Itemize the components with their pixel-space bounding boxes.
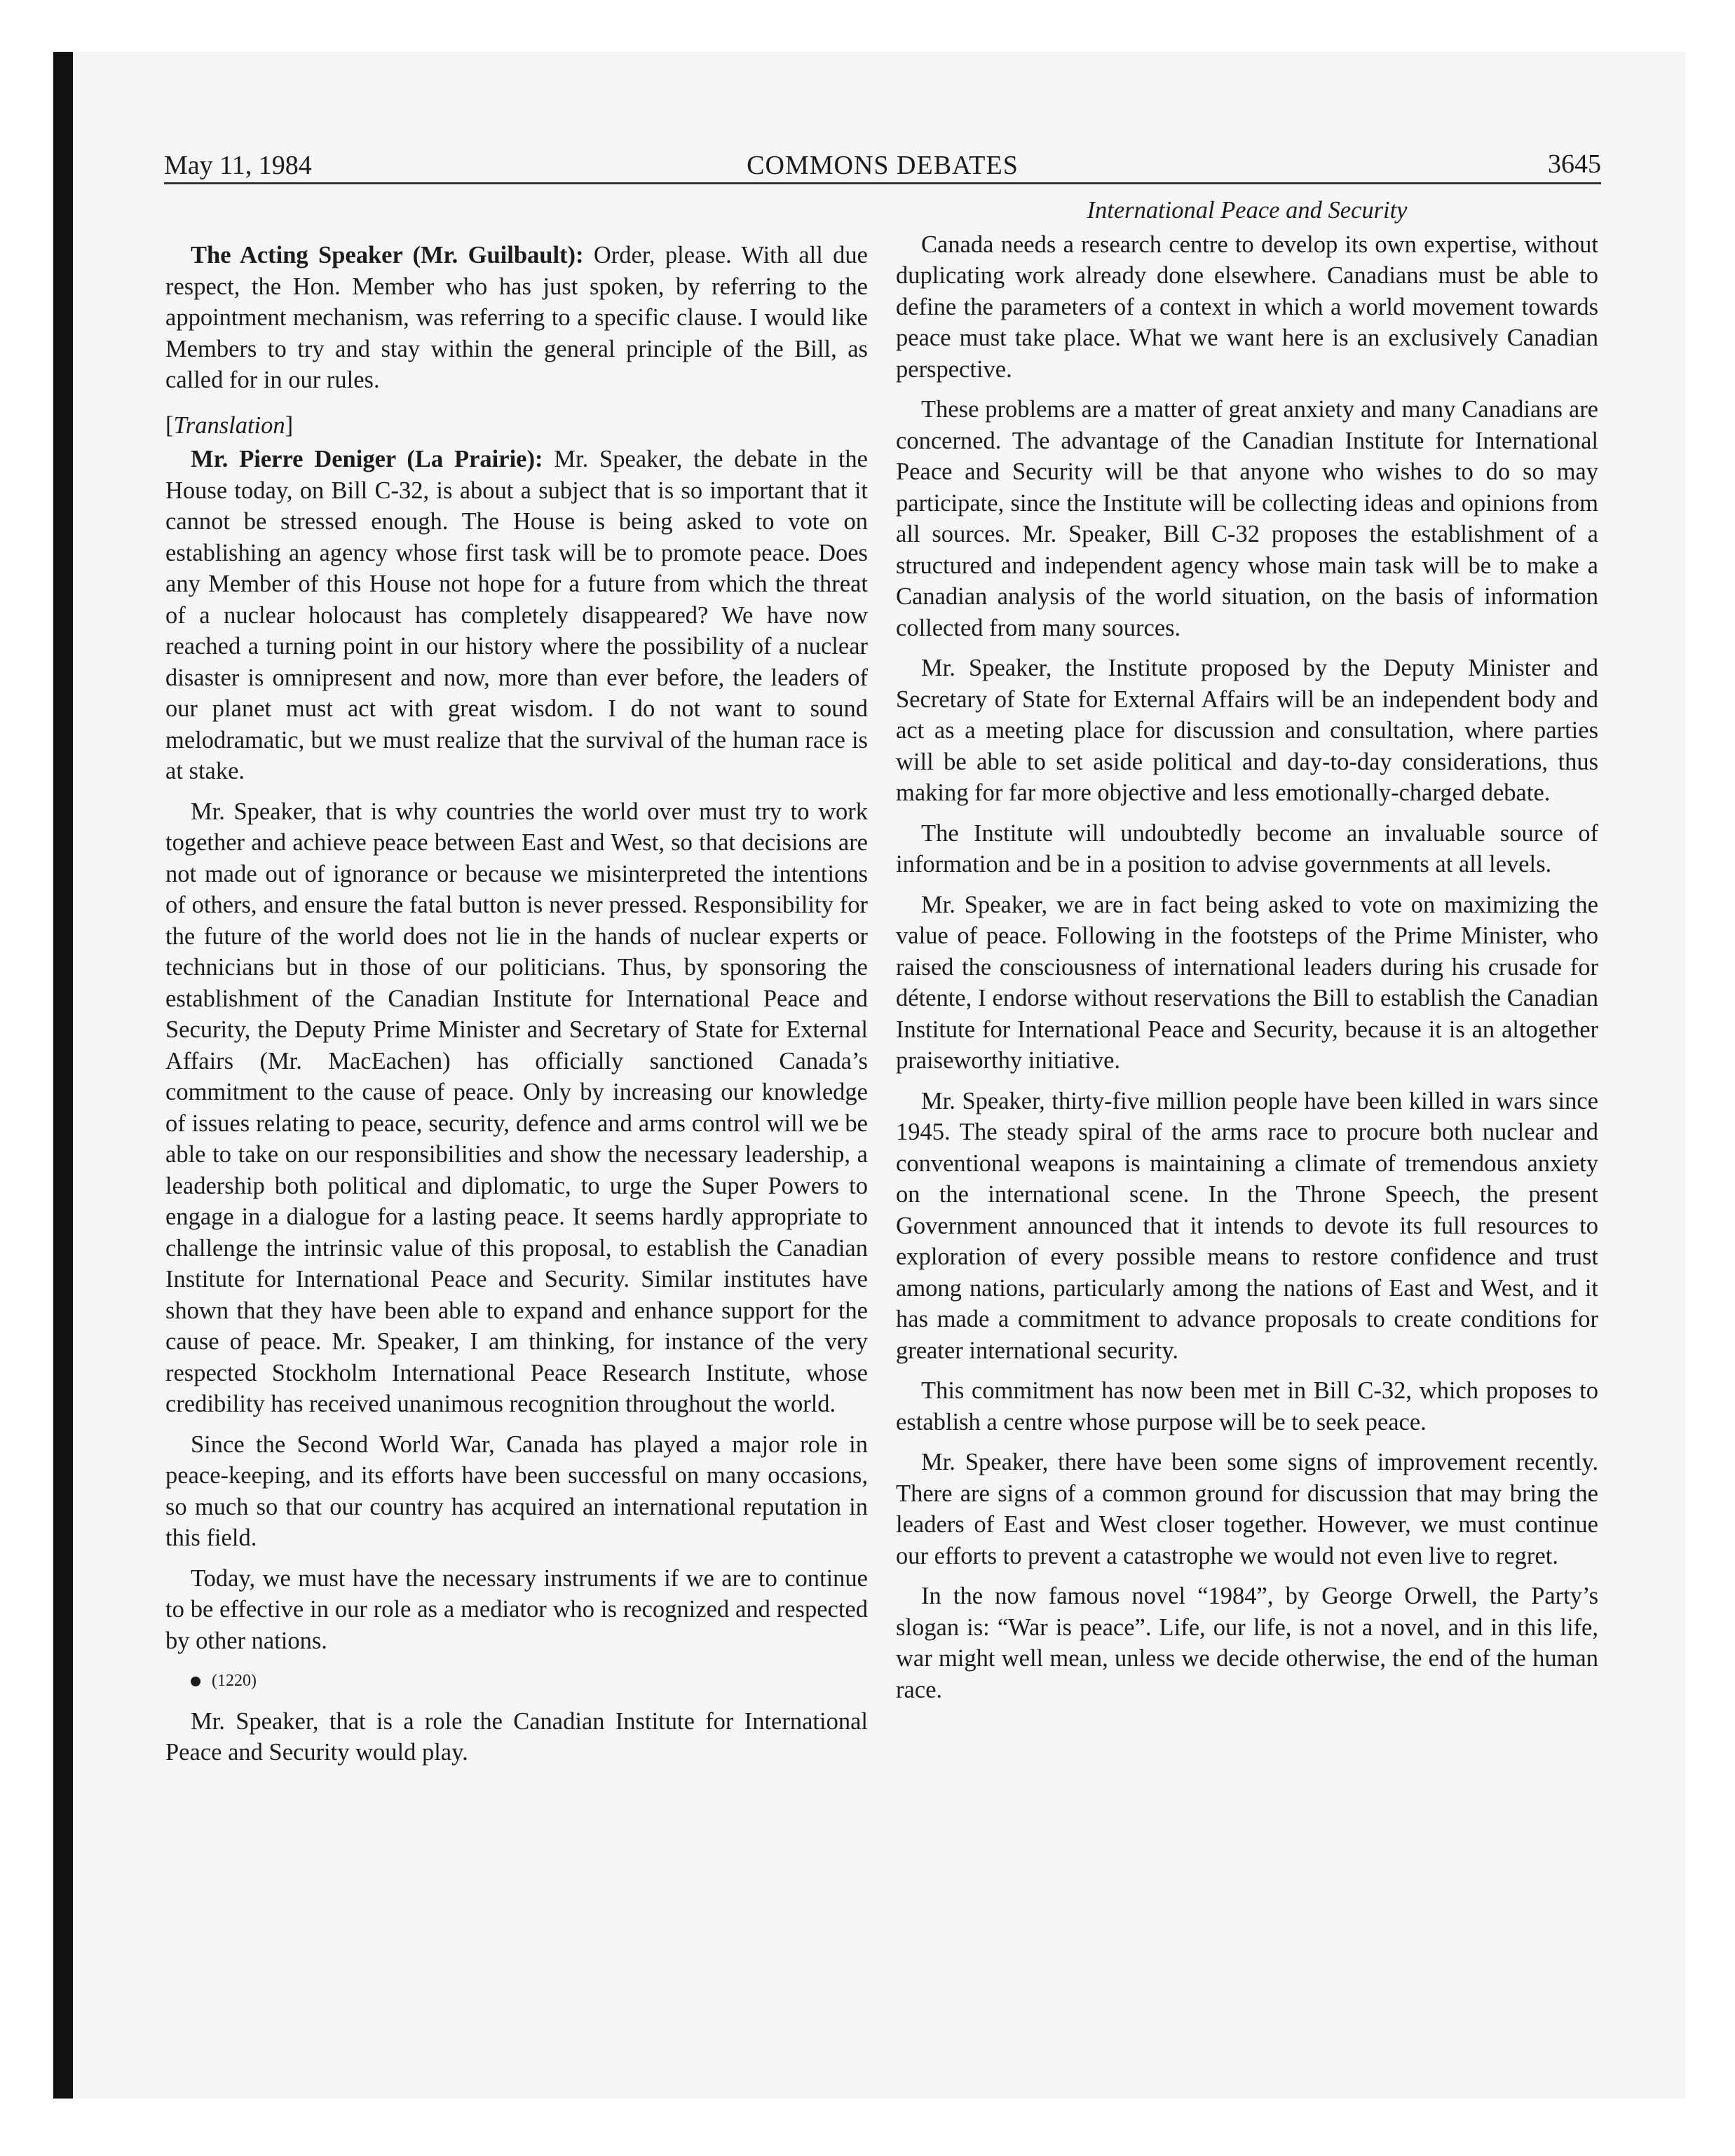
- paragraph: Mr. Speaker, the Institute proposed by the Deputy Minister and Secretary of State for External Affairs will be an independent body and act as a meeting place for discussion and consultation, where parties will be able to set aside political and day-to-day considerations, thus making for far more objective and less emotionally-charged debate.: [896, 655, 1598, 806]
- paragraph: Mr. Speaker, we are in fact being asked to vote on maximizing the value of peace. Following in the footsteps of the Prime Minister, who raised the consciousness of international leaders during his crusade for détente, I endorse without reservations the Bill to establish the Canadian Institute for International Peace and Security, because it is an altogether praiseworthy initiative.: [896, 891, 1598, 1074]
- page-header: [164, 137, 1601, 184]
- paragraph: Since the Second World War, Canada has played a major role in peace-keeping, and its efforts have been successful on many occasions, so much so that our country has acquired an international reputation in this field.: [165, 1431, 868, 1551]
- paragraph: Canada needs a research centre to develop its own expertise, without duplicating work already done elsewhere. Canadians must be able to define the parameters of a context in which a world movement towards peace must take place. What we want here is an exclusively Canadian perspective.: [896, 231, 1598, 383]
- paragraph: These problems are a matter of great anxiety and many Canadians are concerned. The advantage of the Canadian Institute for International Peace and Security will be that anyone who wishes to do so may participate, since the Institute will be collecting ideas and opinions from all sources. Mr. Speaker, Bill C-32 proposes the establishment of a structured and independent agency whose main task will be to make a Canadian analysis of the world situation, on the basis of information collected from many sources.: [896, 396, 1598, 641]
- paragraph: Mr. Speaker, that is why countries the world over must try to work together and achieve peace between East and West, so that decisions are not made out of ignorance or because we misinterpreted the intentions of others, and ensure the fatal button is never pressed. Responsibility for the future of the world does not lie in the hands of nuclear experts or technicians but in those of our politicians. Thus, by sponsoring the establishment of the Canadian Institute for International Peace and Security, the Deputy Prime Minister and Secretary of State for External Affairs (Mr. MacEachen) has officially sanctioned Canada’s commitment to the cause of peace. Only by increasing our knowledge of issues relating to peace, security, defence and arms control will we be able to take on our responsibilities and show the necessary leadership, a leadership both political and diplomatic, to urge the Super Powers to engage in a dialogue for a lasting peace. It seems hardly appropriate to challenge the intrinsic value of this proposal, to establish the Canadian Institute for International Peace and Security. Similar institutes have shown that they have been able to expand and enhance support for the cause of peace. Mr. Speaker, I am thinking, for instance of the very respected Stockholm International Peace Research Institute, whose credibility has received unanimous recognition throughout the world.: [165, 798, 868, 1417]
- paragraph: Mr. Speaker, thirty-five million people have been killed in wars since 1945. The steady spiral of the arms race to procure both nuclear and conventional weapons is maintaining a climate of tremendous anxiety on the international scene. In the Throne Speech, the present Government announced that it intends to devote its full resources to exploration of every possible means to restore confidence and trust among nations, particularly among the nations of East and West, and it has made a commitment to advance proposals to create conditions for greater international security.: [896, 1087, 1598, 1364]
- bullet-icon: [191, 1677, 200, 1686]
- paragraph: [165, 444, 868, 787]
- speech-text: Order, please. With all due respect, the Hon. Member who has just spoken, by referring to the appointment mechanism, was referring to a specific clause. I would like Members to try and stay within the general principle of the Bill, as called for in our rules.: [165, 242, 868, 393]
- scan-border: [53, 52, 73, 2099]
- paragraph: In the now famous novel “1984”, by George Orwell, the Party’s slogan is: “War is peace”. Life, our life, is not a novel, and in this life, war might well mean, unless we decide otherwise, the end of the human race.: [896, 1583, 1598, 1703]
- section-subheading: International Peace and Security: [1087, 197, 1408, 224]
- speaker-name: Mr. Pierre Deniger (La Prairie):: [191, 446, 543, 472]
- paragraph: Mr. Speaker, there have been some signs of improvement recently. There are signs of a common ground for discussion that may bring the leaders of East and West closer together. However, we must continue our efforts to prevent a catastrophe we would not even live to regret.: [896, 1449, 1598, 1569]
- left-column: [165, 195, 868, 1778]
- translation-label: [Translation]: [165, 411, 294, 439]
- header-page-number: 3645: [1548, 149, 1601, 179]
- paragraph: This commitment has now been met in Bill C-32, which proposes to establish a centre whose purpose will be to seek peace.: [896, 1377, 1598, 1435]
- paragraph: Today, we must have the necessary instruments if we are to continue to be effective in our role as a mediator who is recognized and respected by other nations.: [165, 1564, 868, 1654]
- speaker-name: The Acting Speaker (Mr. Guilbault):: [191, 242, 584, 268]
- time-marker: [165, 1665, 868, 1697]
- speech-text: Mr. Speaker, the debate in the House today, on Bill C-32, is about a subject that is so important that it cannot be stressed enough. The House is being asked to vote on establishing an agency whose first task will be to promote peace. Does any Member of this House not hope for a future from which the threat of a nuclear holocaust has completely disappeared? We have now reached a turning point in our history where the possibility of a nuclear disaster is omnipresent and now, more than ever before, the leaders of our planet must act with great wisdom. I do not want to sound melodramatic, but we must realize that the survival of the human race is at stake.: [165, 446, 868, 784]
- paragraph: [165, 240, 868, 396]
- paragraph: Mr. Speaker, that is a role the Canadian Institute for International Peace and Security would play.: [165, 1707, 868, 1766]
- right-column: [896, 195, 1598, 1714]
- header-title: COMMONS DEBATES: [747, 151, 1019, 180]
- header-date: May 11, 1984: [164, 151, 312, 180]
- paragraph: The Institute will undoubtedly become an invaluable source of information and be in a position to advise governments at all levels.: [896, 819, 1598, 878]
- time-marker-text: (1220): [212, 1672, 257, 1690]
